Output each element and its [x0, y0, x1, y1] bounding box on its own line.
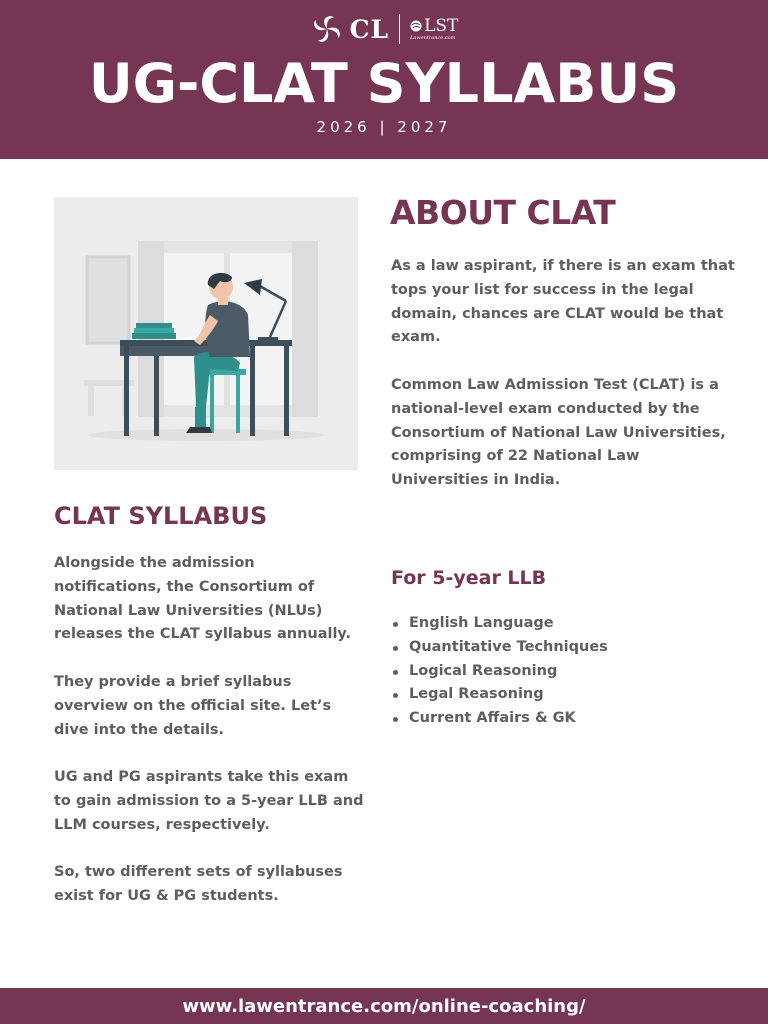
logo-brand-text: CL — [349, 14, 390, 44]
header-banner — [0, 0, 768, 159]
llb-heading: For 5-year LLB — [391, 567, 547, 589]
list-item: Current Affairs & GK — [391, 707, 608, 731]
syllabus-paragraph: They provide a brief syllabus overview on the official site. Let’s dive into the details. — [54, 673, 332, 738]
footer-banner — [0, 988, 768, 1024]
list-item: English Language — [391, 612, 608, 636]
about-paragraph: As a law aspirant, if there is an exam that tops your list for success in the legal domain, chances are CLAT would be that exam. — [391, 258, 735, 346]
globe-icon — [410, 20, 422, 32]
about-heading: ABOUT CLAT — [390, 193, 616, 232]
about-paragraph: Common Law Admission Test (CLAT) is a national-level exam conducted by the Consortium of National Law Universities, comprising of 22 National Law Universities in India. — [391, 376, 726, 489]
about-body — [391, 255, 741, 517]
syllabus-body — [54, 552, 364, 933]
coaching-link[interactable]: www.lawentrance.com/online-coaching/ — [182, 995, 586, 1017]
year-range: 2026 | 2027 — [316, 118, 452, 136]
logo — [0, 12, 768, 46]
syllabus-paragraph: UG and PG aspirants take this exam to gain admission to a 5-year LLB and LLM courses, respectively. — [54, 769, 364, 833]
logo-partner-subtext: Lawentrance.com — [410, 34, 456, 41]
page-title: UG-CLAT SYLLABUS — [88, 52, 680, 115]
syllabus-heading: CLAT SYLLABUS — [54, 502, 268, 530]
subject-list — [391, 612, 608, 731]
swirl-logo-icon — [310, 14, 344, 44]
student-studying-at-desk-illustration — [54, 197, 358, 470]
syllabus-paragraph: Alongside the admission notifications, the Consortium of National Law Universities (NLUs) releases the CLAT syllabus annually. — [54, 555, 352, 643]
syllabus-paragraph: So, two different sets of syllabuses exist for UG & PG students. — [54, 864, 343, 905]
list-item: Legal Reasoning — [391, 683, 608, 707]
partner-logo — [410, 15, 459, 41]
list-item: Logical Reasoning — [391, 660, 608, 684]
logo-partner-text: LST — [424, 15, 459, 36]
logo-divider — [399, 14, 400, 44]
list-item: Quantitative Techniques — [391, 636, 608, 660]
